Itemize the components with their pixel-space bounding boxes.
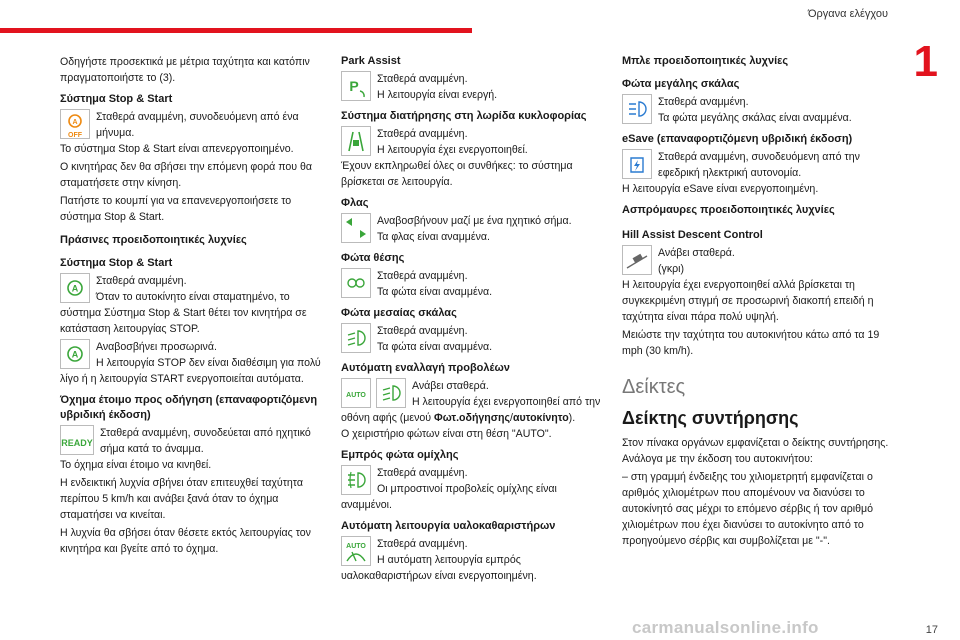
heading-turn-signals: Φλας xyxy=(341,197,369,209)
indicator-main-beam xyxy=(622,94,890,126)
stop-start-off-icon: A OFF xyxy=(60,109,90,139)
menu-name: Φωτ.οδήγησης xyxy=(434,412,511,424)
indicator-front-fog xyxy=(341,465,607,513)
ready-icon: READY xyxy=(60,425,94,455)
section-title-maintenance: Δείκτης συντήρησης xyxy=(622,408,799,428)
auto-wiper-icon: AUTO xyxy=(341,536,371,566)
indicator-desc: Ανάβει σταθερά. xyxy=(411,380,489,392)
heading-main-beam: Φώτα μεγάλης σκάλας xyxy=(622,78,740,90)
indicator-desc: Η λειτουργία έχει ενεργοποιηθεί. xyxy=(377,144,528,156)
page-number: 17 xyxy=(925,624,938,636)
indicator-lane-keeping xyxy=(341,126,607,158)
indicator-turn-signals xyxy=(341,213,607,245)
indicator-stop-start-off xyxy=(60,109,322,141)
hill-descent-icon xyxy=(622,245,652,275)
indicator-desc: Η λειτουργία είναι ενεργή. xyxy=(377,89,498,101)
heading-ready: Όχημα έτοιμο προς οδήγηση (επαναφορτιζόμενη υβριδική έκδοση) xyxy=(60,394,318,421)
heading-stop-start: Σύστημα Stop & Start xyxy=(60,257,173,269)
indicator-desc: Τα φώτα είναι αναμμένα. xyxy=(377,286,493,298)
indicator-desc: Σταθερά αναμμένη. xyxy=(377,538,468,550)
stop-start-icon xyxy=(60,339,90,369)
heading-green-lights: Πράσινες προειδοποιητικές λυχνίες xyxy=(60,234,247,246)
indicator-desc: Αναβοσβήνει προσωρινά. xyxy=(96,341,217,353)
indicator-desc: (γκρι) xyxy=(658,263,685,275)
chapter-number: 1 xyxy=(913,37,938,86)
dipped-beam-icon xyxy=(341,323,371,353)
menu-name: αυτοκίνητο xyxy=(512,412,569,424)
column-3 xyxy=(622,54,890,551)
indicator-park-assist xyxy=(341,71,607,103)
indicator-desc: Ανάβει σταθερά. xyxy=(658,247,735,259)
indicator-desc: Σταθερά αναμμένη. xyxy=(658,96,749,108)
body-text: Το όχημα είναι έτοιμο να κινηθεί. xyxy=(60,459,212,471)
heading-lane-keeping: Σύστημα διατήρησης στη λωρίδα κυκλοφορίας xyxy=(341,110,587,122)
indicator-desc: Σταθερά αναμμένη. xyxy=(377,73,468,85)
indicator-desc: Αναβοσβήνουν μαζί με ένα ηχητικό σήμα. xyxy=(377,215,572,227)
body-text: – στη γραμμή ένδειξης του χιλιομετρητή εμφανίζεται ο αριθμός χιλιομέτρων που απομένουν να διανύσει το αυτοκίνητό σας μέχρι το επόμενο σέρβις ή τον αριθμό χιλιομέτρων που έχει διανύσει το αυτοκίνητο από το προηγούμενο σέρβις και συμβολίζεται με "-". xyxy=(622,471,874,547)
body-text: Έχουν εκπληρωθεί όλες οι συνθήκες: το σύστημα βρίσκεται σε λειτουργία. xyxy=(341,160,573,188)
desc-part: / xyxy=(510,412,513,424)
indicator-stop-start-flash xyxy=(60,339,322,387)
indicator-hill-descent xyxy=(622,245,890,277)
indicator-desc: Σταθερά αναμμένη. xyxy=(377,128,468,140)
indicator-desc: Σταθερά αναμμένη, συνοδεύεται από ηχητικό σήμα κατά το άναμμα. xyxy=(100,427,311,455)
body-text: Το σύστημα Stop & Start είναι απενεργοποιημένο. xyxy=(60,143,294,155)
heading-auto-wiper: Αυτόματη λειτουργία υαλοκαθαριστήρων xyxy=(341,520,556,532)
indicator-desc: Τα φλας είναι αναμμένα. xyxy=(377,231,490,243)
svg-text:A: A xyxy=(72,119,78,126)
indicator-desc: Τα φώτα είναι αναμμένα. xyxy=(377,341,493,353)
indicator-stop-start xyxy=(60,273,322,337)
indicator-desc: Σταθερά αναμμένη. xyxy=(377,270,468,282)
indicator-desc: Τα φώτα μεγάλης σκάλας είναι αναμμένα. xyxy=(658,112,852,124)
section-title-indicators: Δείκτες xyxy=(622,376,686,398)
indicator-auto-wiper xyxy=(341,536,607,584)
stop-start-icon xyxy=(60,273,90,303)
indicator-auto-headlamp xyxy=(341,378,607,426)
indicator-ready xyxy=(60,425,322,457)
desc-part: ). xyxy=(568,412,576,424)
dipped-beam-icon xyxy=(376,378,406,408)
body-text: Πατήστε το κουμπί για να επανενεργοποιήσετε το σύστημα Stop & Start. xyxy=(60,195,292,223)
heading-park-assist: Park Assist xyxy=(341,55,401,67)
indicator-dipped-beam xyxy=(341,323,607,355)
indicator-desc: Σταθερά αναμμένη. xyxy=(377,325,468,337)
heading-stop-start-off: Σύστημα Stop & Start xyxy=(60,93,173,105)
column-1 xyxy=(60,54,322,559)
heading-side-lights: Φώτα θέσης xyxy=(341,252,405,264)
turn-signal-icon xyxy=(341,213,371,243)
heading-front-fog: Εμπρός φώτα ομίχλης xyxy=(341,449,459,461)
indicator-desc: Η αυτόματη λειτουργία εμπρός υαλοκαθαριστήρων είναι ενεργοποιημένη. xyxy=(341,554,537,582)
desc-part: Η λειτουργία έχει ενεργοποιηθεί από την οθόνη αφής (μενού xyxy=(341,396,601,424)
intro-text: Οδηγήστε προσεκτικά με μέτρια ταχύτητα και κατόπιν πραγματοποιήστε το (3). xyxy=(60,56,310,84)
heading-hill-descent: Hill Assist Descent Control xyxy=(622,229,763,241)
indicator-desc: Σταθερά αναμμένη. xyxy=(96,275,187,287)
park-assist-icon xyxy=(341,71,371,101)
body-text: Η λειτουργία έχει ενεργοποιηθεί αλλά βρίσκεται τη συγκεκριμένη στιγμή σε προσωρινή διακοπή επειδή η ταχύτητα είναι πάρα πολύ υψηλή. xyxy=(622,279,874,323)
svg-text:A: A xyxy=(71,349,79,360)
body-text: Η λυχνία θα σβήσει όταν θέσετε εκτός λειτουργίας τον κινητήρα και βγείτε από το όχημα. xyxy=(60,527,311,555)
esave-icon xyxy=(622,149,652,179)
heading-dipped-beam: Φώτα μεσαίας σκάλας xyxy=(341,307,457,319)
body-text: Η ενδεικτική λυχνία σβήνει όταν επιτευχθεί ταχύτητα περίπου 5 km/h και ανάβει ξανά όταν το όχημα σταματήσει να κινείται. xyxy=(60,477,303,521)
lane-keeping-icon xyxy=(341,126,371,156)
body-text: Ο κινητήρας δεν θα σβήσει την επόμενη φορά που θα σταματήσετε στην κίνηση. xyxy=(60,161,313,189)
body-text: Η λειτουργία eSave είναι ενεργοποιημένη. xyxy=(622,183,819,195)
header-red-bar xyxy=(0,28,472,33)
heading-auto-headlamp: Αυτόματη εναλλαγή προβολέων xyxy=(341,362,510,374)
front-fog-icon xyxy=(341,465,371,495)
indicator-desc: Σταθερά αναμμένη, συνοδευόμενη από την εφεδρική ηλεκτρική αυτονομία. xyxy=(658,151,860,179)
svg-text:P: P xyxy=(349,78,359,94)
indicator-desc: Σταθερά αναμμένη, συνοδευόμενη από ένα μήνυμα. xyxy=(96,111,299,139)
page-header-title: Όργανα ελέγχου xyxy=(808,8,888,20)
indicator-desc: Η λειτουργία STOP δεν είναι διαθέσιμη για πολύ λίγο ή η λειτουργία START ενεργοποιείται αυτόματα. xyxy=(60,357,321,385)
indicator-desc: Σταθερά αναμμένη. xyxy=(377,467,468,479)
watermark: carmanualsonline.info xyxy=(632,618,819,637)
column-2 xyxy=(341,54,607,584)
body-text: Μειώστε την ταχύτητα του αυτοκινήτου κάτω από τα 19 mph (30 km/h). xyxy=(622,329,880,357)
heading-bw-lights: Ασπρόμαυρες προειδοποιητικές λυχνίες xyxy=(622,204,835,216)
side-lights-icon xyxy=(341,268,371,298)
main-beam-icon xyxy=(622,94,652,124)
svg-text:A: A xyxy=(71,283,79,294)
auto-headlamp-icon: AUTO xyxy=(341,378,371,408)
indicator-esave xyxy=(622,149,890,181)
indicator-side-lights xyxy=(341,268,607,300)
heading-blue-lights: Μπλε προειδοποιητικές λυχνίες xyxy=(622,55,789,67)
heading-esave: eSave (επαναφορτιζόμενη υβριδική έκδοση) xyxy=(622,133,853,145)
indicator-desc: Οι μπροστινοί προβολείς ομίχλης είναι αναμμένοι. xyxy=(341,483,557,511)
indicator-desc: Όταν το αυτοκίνητο είναι σταματημένο, το σύστημα Σύστημα Stop & Start θέτει τον κινητήρα σε κατάσταση λειτουργίας STOP. xyxy=(60,291,307,335)
body-text: Ο χειριστήριο φώτων είναι στη θέση "AUTO". xyxy=(341,428,552,440)
body-text: Στον πίνακα οργάνων εμφανίζεται ο δείκτης συντήρησης. Ανάλογα με την έκδοση του αυτοκινήτου: xyxy=(622,437,889,465)
